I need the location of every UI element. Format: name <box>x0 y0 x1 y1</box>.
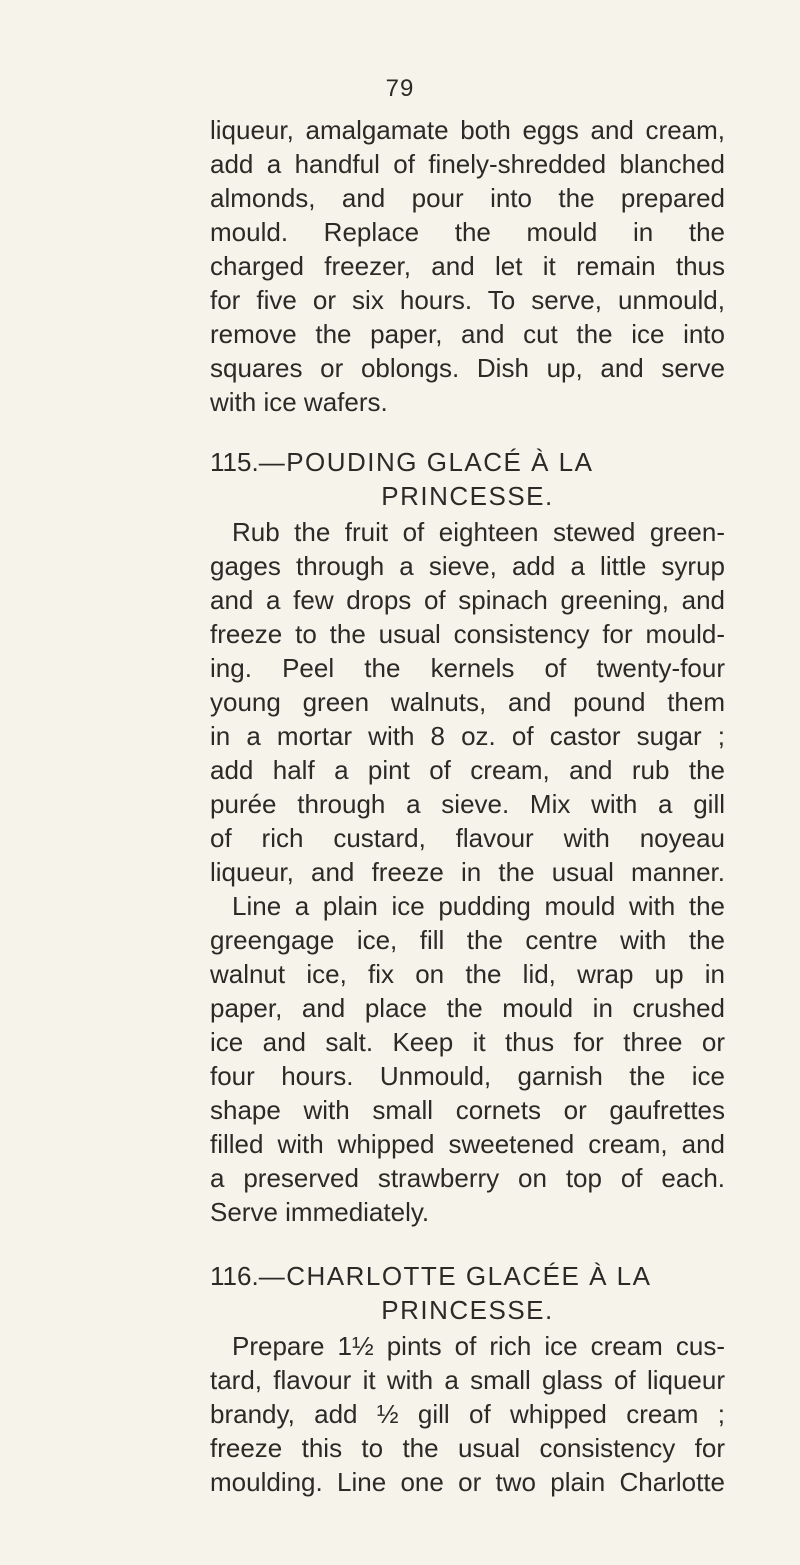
text-line: remove the paper, and cut the ice into <box>210 319 725 349</box>
recipe-number: 115. <box>210 447 259 477</box>
recipe-number: 116. <box>210 1261 259 1291</box>
text-line: a preserved strawberry on top of each. <box>210 1163 725 1193</box>
text-line: liqueur, and freeze in the usual manner. <box>210 857 725 887</box>
recipe-heading: 116.—CHARLOTTE GLACÉE À LA <box>210 1261 652 1291</box>
recipe-title: POUDING GLACÉ À LA <box>286 447 594 477</box>
recipe-title-cont: PRINCESSE. <box>381 481 554 511</box>
text-line: freeze to the usual consistency for mould- <box>210 619 725 649</box>
text-line: freeze this to the usual consistency for <box>210 1433 725 1463</box>
text-line: ice and salt. Keep it thus for three or <box>210 1027 725 1057</box>
text-line: mould. Replace the mould in the <box>210 217 725 247</box>
page-number: 79 <box>385 75 415 102</box>
text-line: brandy, add ½ gill of whipped cream ; <box>210 1399 725 1429</box>
text-line: moulding. Line one or two plain Charlotte <box>210 1467 725 1497</box>
text-line: for five or six hours. To serve, unmould, <box>210 285 725 315</box>
text-line: young green walnuts, and pound them <box>210 687 725 717</box>
recipe-title: CHARLOTTE GLACÉE À LA <box>286 1261 652 1291</box>
text-line: walnut ice, fix on the lid, wrap up in <box>210 959 725 989</box>
text-line: squares or oblongs. Dish up, and serve <box>210 353 725 383</box>
text-line: shape with small cornets or gaufrettes <box>210 1095 725 1125</box>
text-line: ing. Peel the kernels of twenty-four <box>210 653 725 683</box>
text-line: greengage ice, fill the centre with the <box>210 925 725 955</box>
text-line: and a few drops of spinach greening, and <box>210 585 725 615</box>
text-line: of rich custard, flavour with noyeau <box>210 823 725 853</box>
text-line: Rub the fruit of eighteen stewed green- <box>232 517 725 547</box>
text-line: tard, flavour it with a small glass of liqueur <box>210 1365 725 1395</box>
text-line: almonds, and pour into the prepared <box>210 183 725 213</box>
text-line: filled with whipped sweetened cream, and <box>210 1129 725 1159</box>
text-line: charged freezer, and let it remain thus <box>210 251 725 281</box>
recipe-title-cont: PRINCESSE. <box>381 1295 554 1325</box>
text-line: in a mortar with 8 oz. of castor sugar ; <box>210 721 725 751</box>
text-line: four hours. Unmould, garnish the ice <box>210 1061 725 1091</box>
text-line: liqueur, amalgamate both eggs and cream, <box>210 115 725 145</box>
text-line: paper, and place the mould in crushed <box>210 993 725 1023</box>
text-line: gages through a sieve, add a little syrup <box>210 551 725 581</box>
text-line: purée through a sieve. Mix with a gill <box>210 789 725 819</box>
text-line: with ice wafers. <box>210 387 388 417</box>
text-line: add a handful of finely-shredded blanched <box>210 149 725 179</box>
text-line: add half a pint of cream, and rub the <box>210 755 725 785</box>
text-line: Line a plain ice pudding mould with the <box>232 891 725 921</box>
text-line: Serve immediately. <box>210 1197 430 1227</box>
recipe-heading: 115.—POUDING GLACÉ À LA <box>210 447 594 477</box>
text-line: Prepare 1½ pints of rich ice cream cus- <box>232 1331 725 1361</box>
